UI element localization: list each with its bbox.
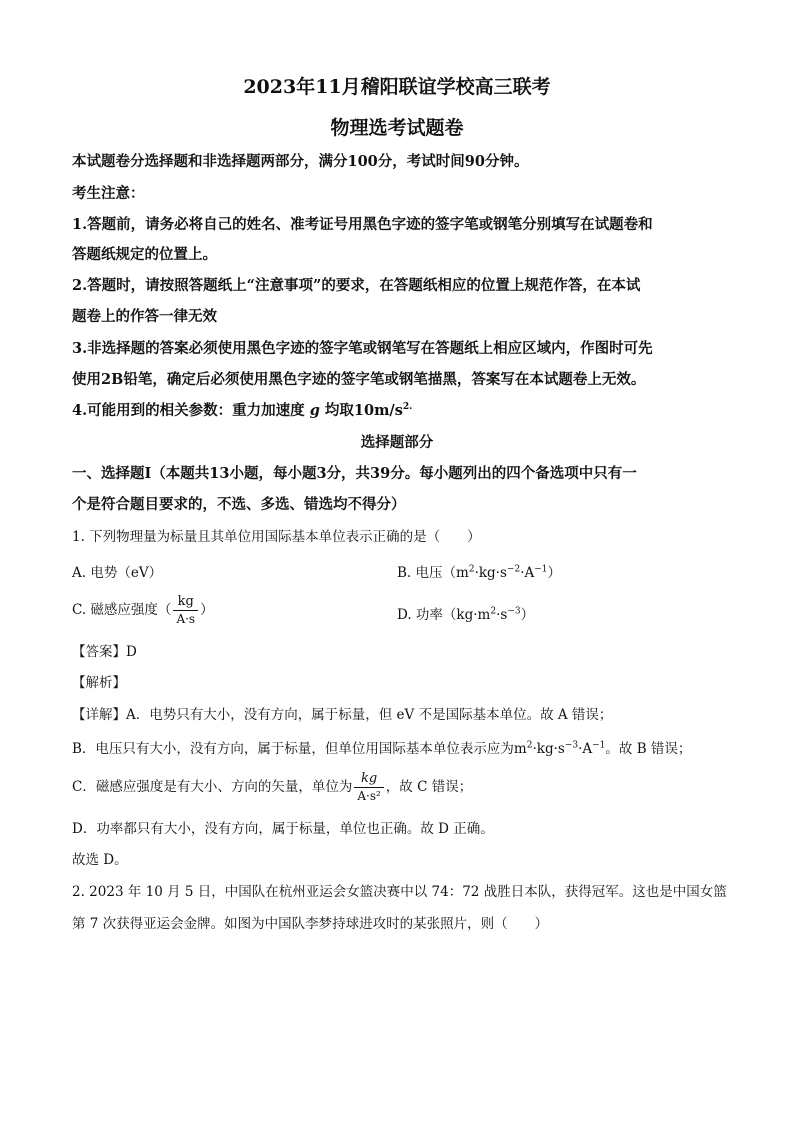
q1-explanation-a: 【详解】A．电势只有大小，没有方向，属于标量，但 eV 不是国际基本单位。故 A 错误； [72, 707, 613, 723]
q2-stem-line-2: 第 7 次获得亚运会金牌。如图为中国队李梦持球进攻时的某张照片，则（ ） [72, 916, 549, 932]
q1-answer: 【答案】D [72, 644, 137, 660]
q1-option-a: A. 电势（eV） [72, 565, 163, 581]
note-2-line-1: 2.答题时，请按照答题纸上“注意事项”的要求，在答题纸相应的位置上规范作答，在本试 [72, 277, 641, 294]
q1-option-d: D. 功率$(kg\cdot m^2\cdot s^{-3})$ [397, 606, 535, 623]
q1-stem: 1. 下列物理量为标量且其单位用国际基本单位表示正确的是（ ） [72, 529, 481, 545]
fraction-kg-per-amp-second-squared: $\frac{kg}{\text{A·s²}}$ [354, 770, 383, 805]
section-heading: 选择题部分 [360, 434, 434, 451]
note-1-line-1: 1.答题前，请务必将自己的姓名、准考证号用黑色字迹的签字笔或钢笔分别填写在试题卷和 [72, 216, 653, 233]
exam-title: 2023年11月稽阳联谊学校高三联考 [243, 76, 551, 98]
q1-explanation-c: C．磁感应强度是有大小、方向的矢量，单位为 $\frac{kg}{\text{A·s²}}$ ，故 C 错误； [72, 771, 473, 803]
q1-conclusion: 故选 D。 [72, 852, 128, 868]
note-2-line-2: 题卷上的作答一律无效 [72, 308, 217, 325]
q1-analysis-label: 【解析】 [72, 675, 126, 691]
notice-heading: 考生注意： [72, 185, 145, 202]
part-instructions-line-2: 个是符合题目要求的，不选、多选、错选均不得分） [72, 496, 406, 513]
q1-explanation-d: D．功率都只有大小，没有方向，属于标量，单位也正确。故 D 正确。 [72, 821, 494, 837]
note-3-line-1: 3.非选择题的答案必须使用黑色字迹的签字笔或钢笔写在答题纸上相应区域内，作图时可先 [72, 340, 653, 357]
q1-option-b: B. 电压$(m^2\cdot kg\cdot s^{-2}\cdot A^{-1})$ [397, 564, 562, 581]
part-instructions-line-1: 一、选择题Ⅰ（本题共13小题，每小题3分，共39分。每小题列出的四个备选项中只有一 [72, 465, 637, 482]
note-3-line-2: 使用2B铅笔，确定后必须使用黑色字迹的签字笔或钢笔描黑，答案写在本试题卷上无效。 [72, 371, 646, 388]
q1-explanation-b: B．电压只有大小，没有方向，属于标量，但单位用国际基本单位表示应为$m^2\cdot kg\cdot s^{-3}\cdot A^{-1}$。故 B 错误； [72, 740, 692, 757]
note-1-line-2: 答题纸规定的位置上。 [72, 246, 217, 263]
fraction-kg-per-amp-second: $\frac{kg}{A\cdot s}$ [173, 593, 198, 628]
exam-summary: 本试题卷分选择题和非选择题两部分，满分100分，考试时间90分钟。 [72, 153, 529, 170]
q2-stem-line-1: 2. 2023 年 10 月 5 日，中国队在杭州亚运会女篮决赛中以 74：72 战胜日本队，获得冠军。这也是中国女篮 [72, 884, 727, 900]
exam-subtitle: 物理选考试题卷 [330, 117, 464, 139]
q1-option-c: C. 磁感应强度（ $\frac{kg}{A\cdot s}$ ） [72, 594, 214, 626]
note-4: 4.可能用到的相关参数：重力加速度 g 均取$10m/s^{2.}$ [72, 402, 413, 419]
